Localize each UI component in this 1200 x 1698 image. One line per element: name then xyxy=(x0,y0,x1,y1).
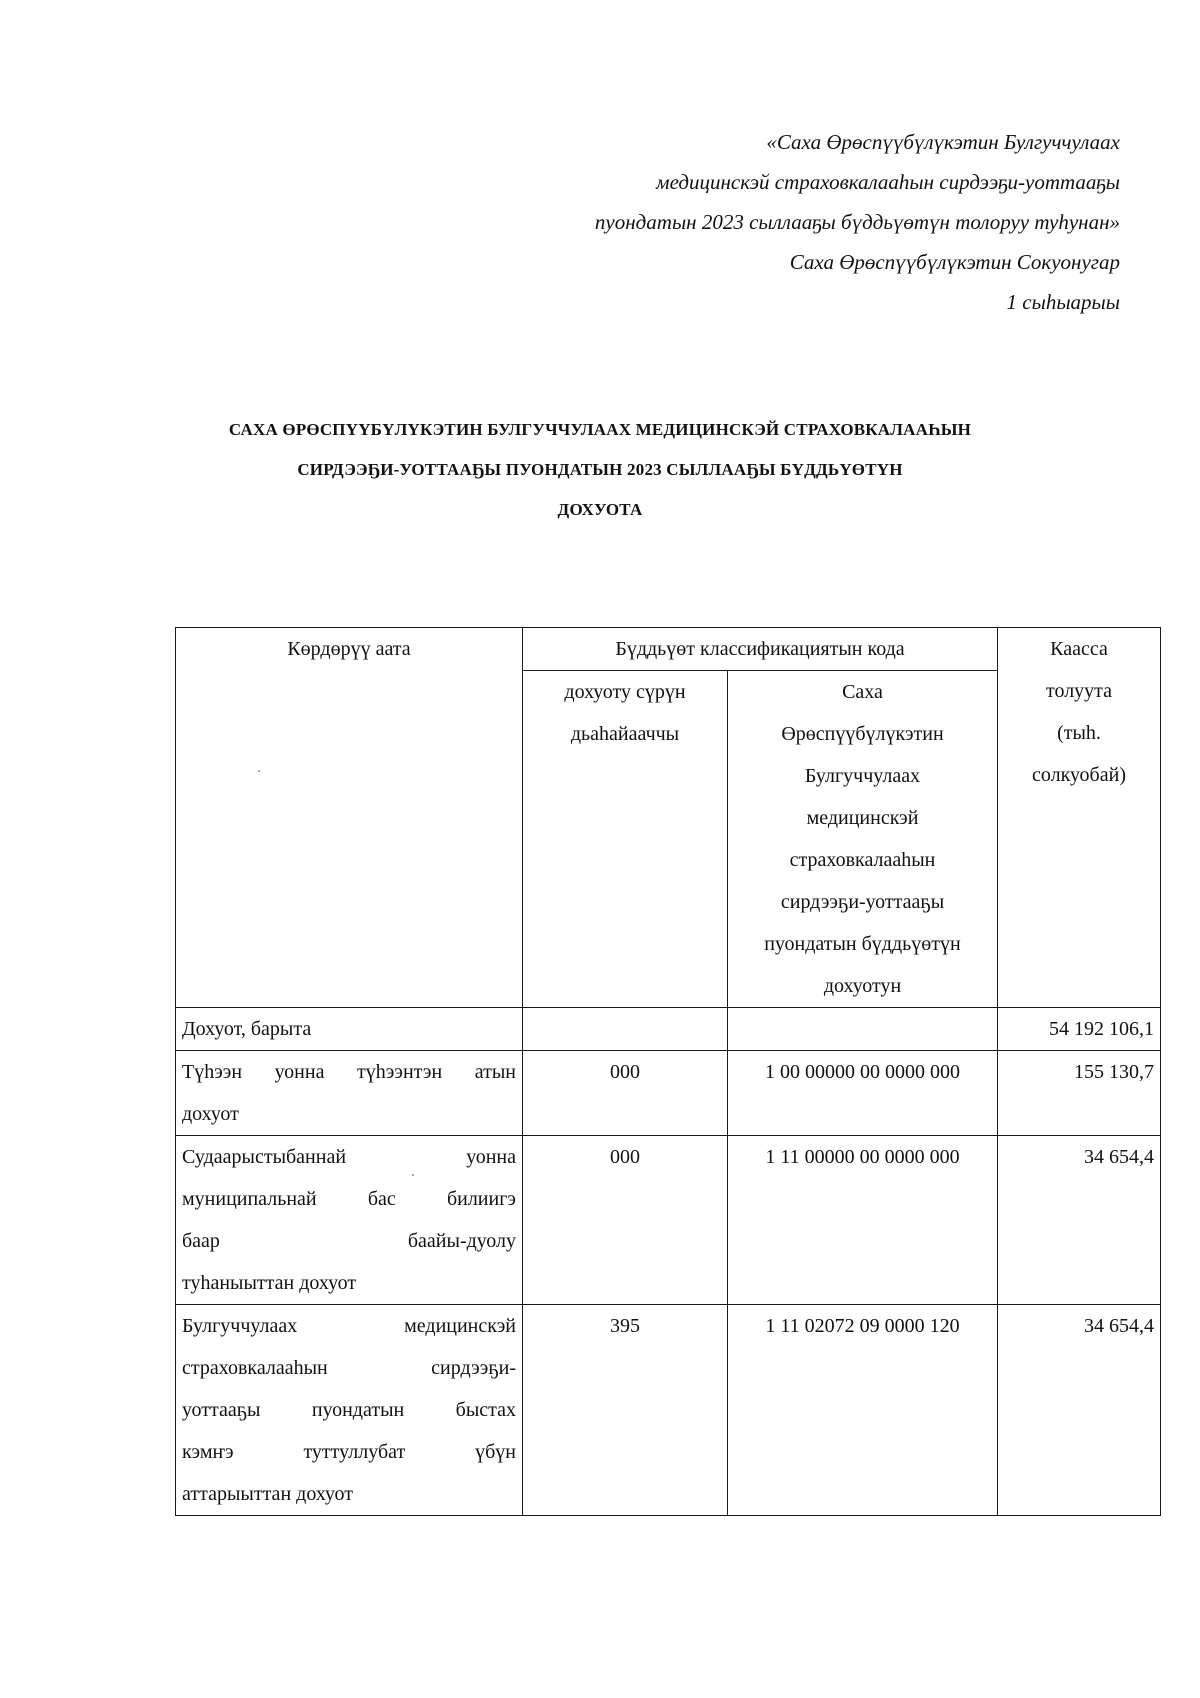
row-indicator-name xyxy=(176,1008,523,1051)
header-fund-line: Булгуччулаах xyxy=(804,765,921,787)
scan-speck xyxy=(412,1174,414,1176)
row-name-line: страховкалааһын сирдээҕи- xyxy=(182,1357,516,1379)
header-fund-revenue-code xyxy=(728,671,998,1008)
table-row xyxy=(176,1051,1161,1136)
table-row xyxy=(176,1008,1161,1051)
row-name-line: Судаарыстыбаннай уонна xyxy=(182,1146,516,1168)
scan-speck xyxy=(258,770,260,772)
annex-note-line-3: пуондатын 2023 сыллааҕы бүддьүөтүн толоруу туһунан» xyxy=(594,210,1120,234)
header-fund-line: медицинскэй xyxy=(806,807,919,829)
row-name-line: дохуот xyxy=(182,1103,239,1125)
header-fund-line: дохуотун xyxy=(823,975,902,997)
row-name-line: туһаныыттан дохуот xyxy=(182,1272,357,1294)
document-title xyxy=(160,410,1040,530)
annex-note-line-2: медицинскэй страховкалааһын сирдээҕи-уоттааҕы xyxy=(656,170,1120,194)
row-classification-code: 1 11 00000 00 0000 000 xyxy=(728,1136,998,1305)
row-indicator-name xyxy=(176,1051,523,1136)
annex-note-line-1: «Саха Өрөспүүбүлүкэтин Булгуччулаах xyxy=(766,130,1120,154)
document-title-line-3: ДОХУОТА xyxy=(557,500,643,519)
header-amount-line: солкуобай) xyxy=(1032,764,1126,786)
row-name-line: баар баайы-дуолу xyxy=(182,1230,516,1252)
header-admin-line: дьаһайааччы xyxy=(570,723,680,745)
row-classification-code: 1 11 02072 09 0000 120 xyxy=(728,1305,998,1516)
row-admin-code: 000 xyxy=(523,1136,728,1305)
row-amount: 155 130,7 xyxy=(998,1051,1161,1136)
row-name-line: уоттааҕы пуондатын быстах xyxy=(182,1399,516,1421)
table-row xyxy=(176,1136,1161,1305)
row-name-line: кэмҥэ туттуллубат үбүн xyxy=(182,1441,516,1463)
row-admin-code: 000 xyxy=(523,1051,728,1136)
budget-revenue-table xyxy=(175,627,1161,1516)
header-budget-classification: Бүддьүөт классификациятын кода xyxy=(523,628,998,671)
header-admin-line: дохуоту сүрүн xyxy=(564,681,686,703)
row-admin-code xyxy=(523,1008,728,1051)
row-classification-code: 1 00 00000 00 0000 000 xyxy=(728,1051,998,1136)
budget-table-container xyxy=(175,627,1160,1516)
annex-note-line-4: Саха Өрөспүүбүлүкэтин Сокуонугар xyxy=(789,250,1120,274)
table-header-row-1 xyxy=(176,628,1161,671)
header-cash-amount xyxy=(998,628,1161,1008)
row-indicator-name xyxy=(176,1136,523,1305)
row-classification-code xyxy=(728,1008,998,1051)
header-fund-line: Саха xyxy=(842,681,883,703)
row-amount: 34 654,4 xyxy=(998,1305,1161,1516)
header-chief-administrator xyxy=(523,671,728,1008)
row-name-line: аттарыыттан дохуот xyxy=(182,1483,354,1505)
row-name-line: Булгуччулаах медицинскэй xyxy=(182,1315,516,1337)
header-amount-line: Каасса xyxy=(1050,638,1108,660)
header-fund-line: пуондатын бүддьүөтүн xyxy=(764,933,961,955)
header-amount-line: (тыһ. xyxy=(1057,722,1101,744)
header-fund-line: сирдээҕи-уоттааҕы xyxy=(780,891,945,913)
header-indicator-name: Көрдөрүү аата xyxy=(176,628,523,1008)
row-name-line: муниципальнай бас билиигэ xyxy=(182,1188,516,1210)
header-fund-line: страховкалааһын xyxy=(789,849,936,871)
document-title-line-2: СИРДЭЭҔИ-УОТТААҔЫ ПУОНДАТЫН 2023 СЫЛЛААҔЫ БҮДДЬҮӨТҮН xyxy=(297,460,903,479)
document-title-line-1: САХА ӨРӨСПҮҮБҮЛҮКЭТИН БУЛГУЧЧУЛААХ МЕДИЦИНСКЭЙ СТРАХОВКАЛААҺЫН xyxy=(228,420,972,439)
row-admin-code: 395 xyxy=(523,1305,728,1516)
row-indicator-name xyxy=(176,1305,523,1516)
row-name-line: Түһээн уонна түһээнтэн атын xyxy=(182,1061,516,1083)
header-fund-line: Өрөспүүбүлүкэтин xyxy=(781,723,944,745)
header-amount-line: толуута xyxy=(1045,680,1113,702)
annex-note-line-5: 1 сыһыарыы xyxy=(1006,290,1120,314)
row-name-line: Дохуот, барыта xyxy=(182,1018,312,1040)
row-amount: 34 654,4 xyxy=(998,1136,1161,1305)
law-annex-note xyxy=(420,122,1120,322)
table-row xyxy=(176,1305,1161,1516)
row-amount: 54 192 106,1 xyxy=(998,1008,1161,1051)
